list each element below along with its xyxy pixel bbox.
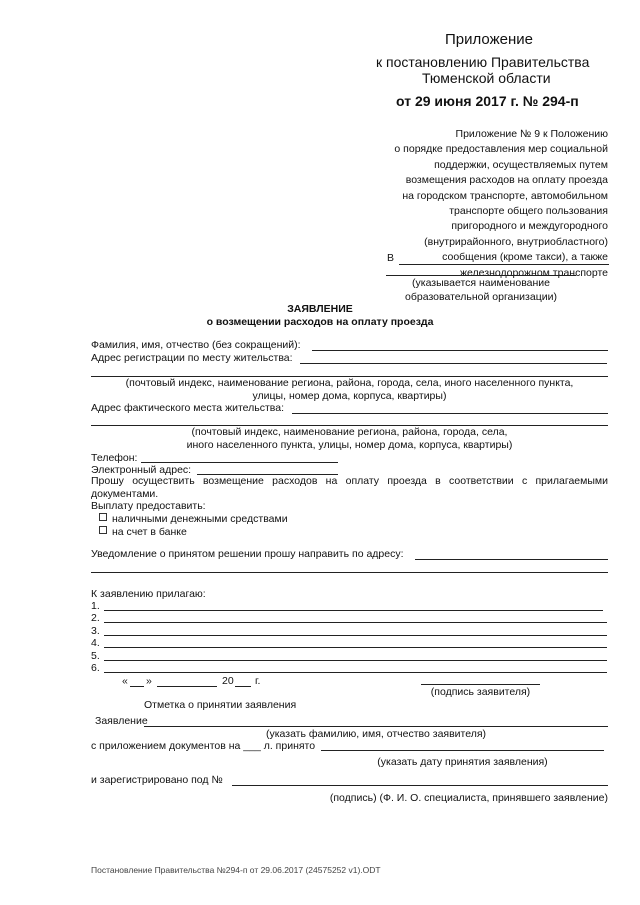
applicant-signature-line[interactable] (421, 684, 540, 685)
actual-address-hint: (почтовый индекс, наименование региона, района, города, села, (191, 426, 508, 438)
attachment-input-line[interactable] (104, 672, 607, 673)
phone-label: Телефон: (91, 452, 138, 464)
regulation-line: пригородного и междугородного (451, 220, 608, 233)
date-close-quote: » (146, 675, 152, 687)
email-label: Электронный адрес: (91, 464, 192, 476)
attachment-number: 5. (91, 650, 100, 662)
acceptance-date-input-line[interactable] (321, 750, 604, 751)
notification-label: Уведомление о принятом решении прошу направить по адресу: (91, 548, 404, 560)
date-year-prefix: 20 (222, 675, 234, 687)
checkbox-bank[interactable] (99, 526, 107, 534)
notification-input-line[interactable] (415, 559, 608, 560)
regulation-reference (394, 127, 608, 281)
registration-number-input-line[interactable] (232, 785, 608, 786)
resolution-label: к постановлению Правительства (376, 54, 590, 70)
actual-address-input-line[interactable] (292, 413, 608, 414)
actual-address-label: Адрес фактического места жительства: (91, 402, 285, 414)
date-month-input-line[interactable] (157, 686, 217, 687)
footer-document-ref: Постановление Правительства №294-п от 29.06.2017 (24575252 v1).ODT (91, 865, 381, 875)
docs-accepted-text: с приложением документов на ___ л. принято (91, 740, 316, 752)
addressee-input-line[interactable] (399, 264, 609, 265)
attachment-number: 3. (91, 625, 100, 637)
payment-label: Выплату предоставить: (91, 500, 206, 512)
reg-address-hint-2: улицы, номер дома, корпуса, квартиры) (252, 390, 447, 402)
checkbox-cash[interactable] (99, 513, 107, 521)
regulation-line: о порядке предоставления мер социальной (394, 143, 608, 156)
addressee-hint-2: образовательной организации) (405, 291, 557, 303)
attachment-input-line[interactable] (104, 647, 607, 648)
regulation-line: сообщения (кроме такси), а также (442, 251, 608, 264)
request-text: Прошу осуществить возмещение расходов на оплату проезда в соответствии с прилагаемыми документами. (91, 475, 608, 500)
regulation-line: (внутрирайонного, внутриобластного) (424, 235, 608, 248)
regulation-line: поддержки, осуществляемых путем (434, 158, 608, 171)
reg-address-label: Адрес регистрации по месту жительства: (91, 352, 293, 364)
regulation-line: Приложение № 9 к Положению (455, 128, 608, 140)
document-subtitle: о возмещении расходов на оплату проезда (206, 316, 434, 328)
addressee-prefix: В (387, 252, 395, 264)
date-year-suffix: г. (255, 675, 261, 687)
attachment-input-line[interactable] (104, 660, 607, 661)
acceptance-title: Отметка о принятии заявления (144, 699, 297, 711)
attachment-number: 4. (91, 637, 100, 649)
payment-option-bank[interactable] (99, 526, 187, 538)
reg-address-input-line[interactable] (300, 363, 607, 364)
actual-address-hint-2: иного населенного пункта, улицы, номер дома, корпуса, квартиры) (186, 439, 513, 451)
payment-option-label: наличными денежными средствами (112, 513, 288, 525)
attachment-input-line[interactable] (104, 635, 607, 636)
full-name-label: Фамилия, имя, отчество (без сокращений): (91, 339, 301, 351)
regulation-line: транспорте общего пользования (449, 205, 608, 218)
attachment-number: 1. (91, 600, 100, 612)
applicant-fio-input-line[interactable] (144, 726, 608, 727)
resolution-date-number: от 29 июня 2017 г. № 294-п (396, 93, 579, 109)
regulation-line: возмещения расходов на оплату проезда (405, 174, 608, 187)
reg-address-hint: (почтовый индекс, наименование региона, района, города, села, иного населенного пункта, (125, 377, 574, 389)
full-name-input-line[interactable] (312, 350, 608, 351)
phone-input-line[interactable] (141, 462, 338, 463)
date-day-input-line[interactable] (130, 686, 144, 687)
document-title: ЗАЯВЛЕНИЕ (287, 303, 353, 315)
region-label: Тюменской области (422, 70, 551, 86)
attachment-input-line[interactable] (104, 610, 603, 611)
addressee-hint: (указывается наименование (412, 277, 550, 289)
attachments-label: К заявлению прилагаю: (91, 588, 206, 600)
notification-input-line-2[interactable] (91, 572, 608, 573)
date-open-quote: « (122, 675, 128, 687)
regulation-line: железнодорожном транспорте (460, 266, 608, 279)
specialist-sign-hint: (подпись) (Ф. И. О. специалиста, принявшего заявление) (329, 792, 608, 804)
payment-option-cash[interactable] (99, 513, 288, 525)
appendix-label: Приложение (445, 31, 533, 48)
attachment-input-line[interactable] (104, 622, 607, 623)
attachment-number: 2. (91, 612, 100, 624)
acceptance-date-hint: (указать дату принятия заявления) (377, 756, 548, 768)
regulation-line: на городском транспорте, автомобильном (402, 189, 608, 202)
attachment-number: 6. (91, 662, 100, 674)
statement-label: Заявление (95, 715, 148, 727)
registered-label: и зарегистрировано под № (91, 774, 223, 786)
applicant-fio-hint: (указать фамилию, имя, отчество заявителя) (265, 728, 487, 740)
payment-option-label: на счет в банке (112, 526, 187, 538)
applicant-signature-hint: (подпись заявителя) (430, 686, 531, 698)
addressee-input-line-2[interactable] (386, 275, 576, 276)
date-year-input-line[interactable] (235, 686, 251, 687)
